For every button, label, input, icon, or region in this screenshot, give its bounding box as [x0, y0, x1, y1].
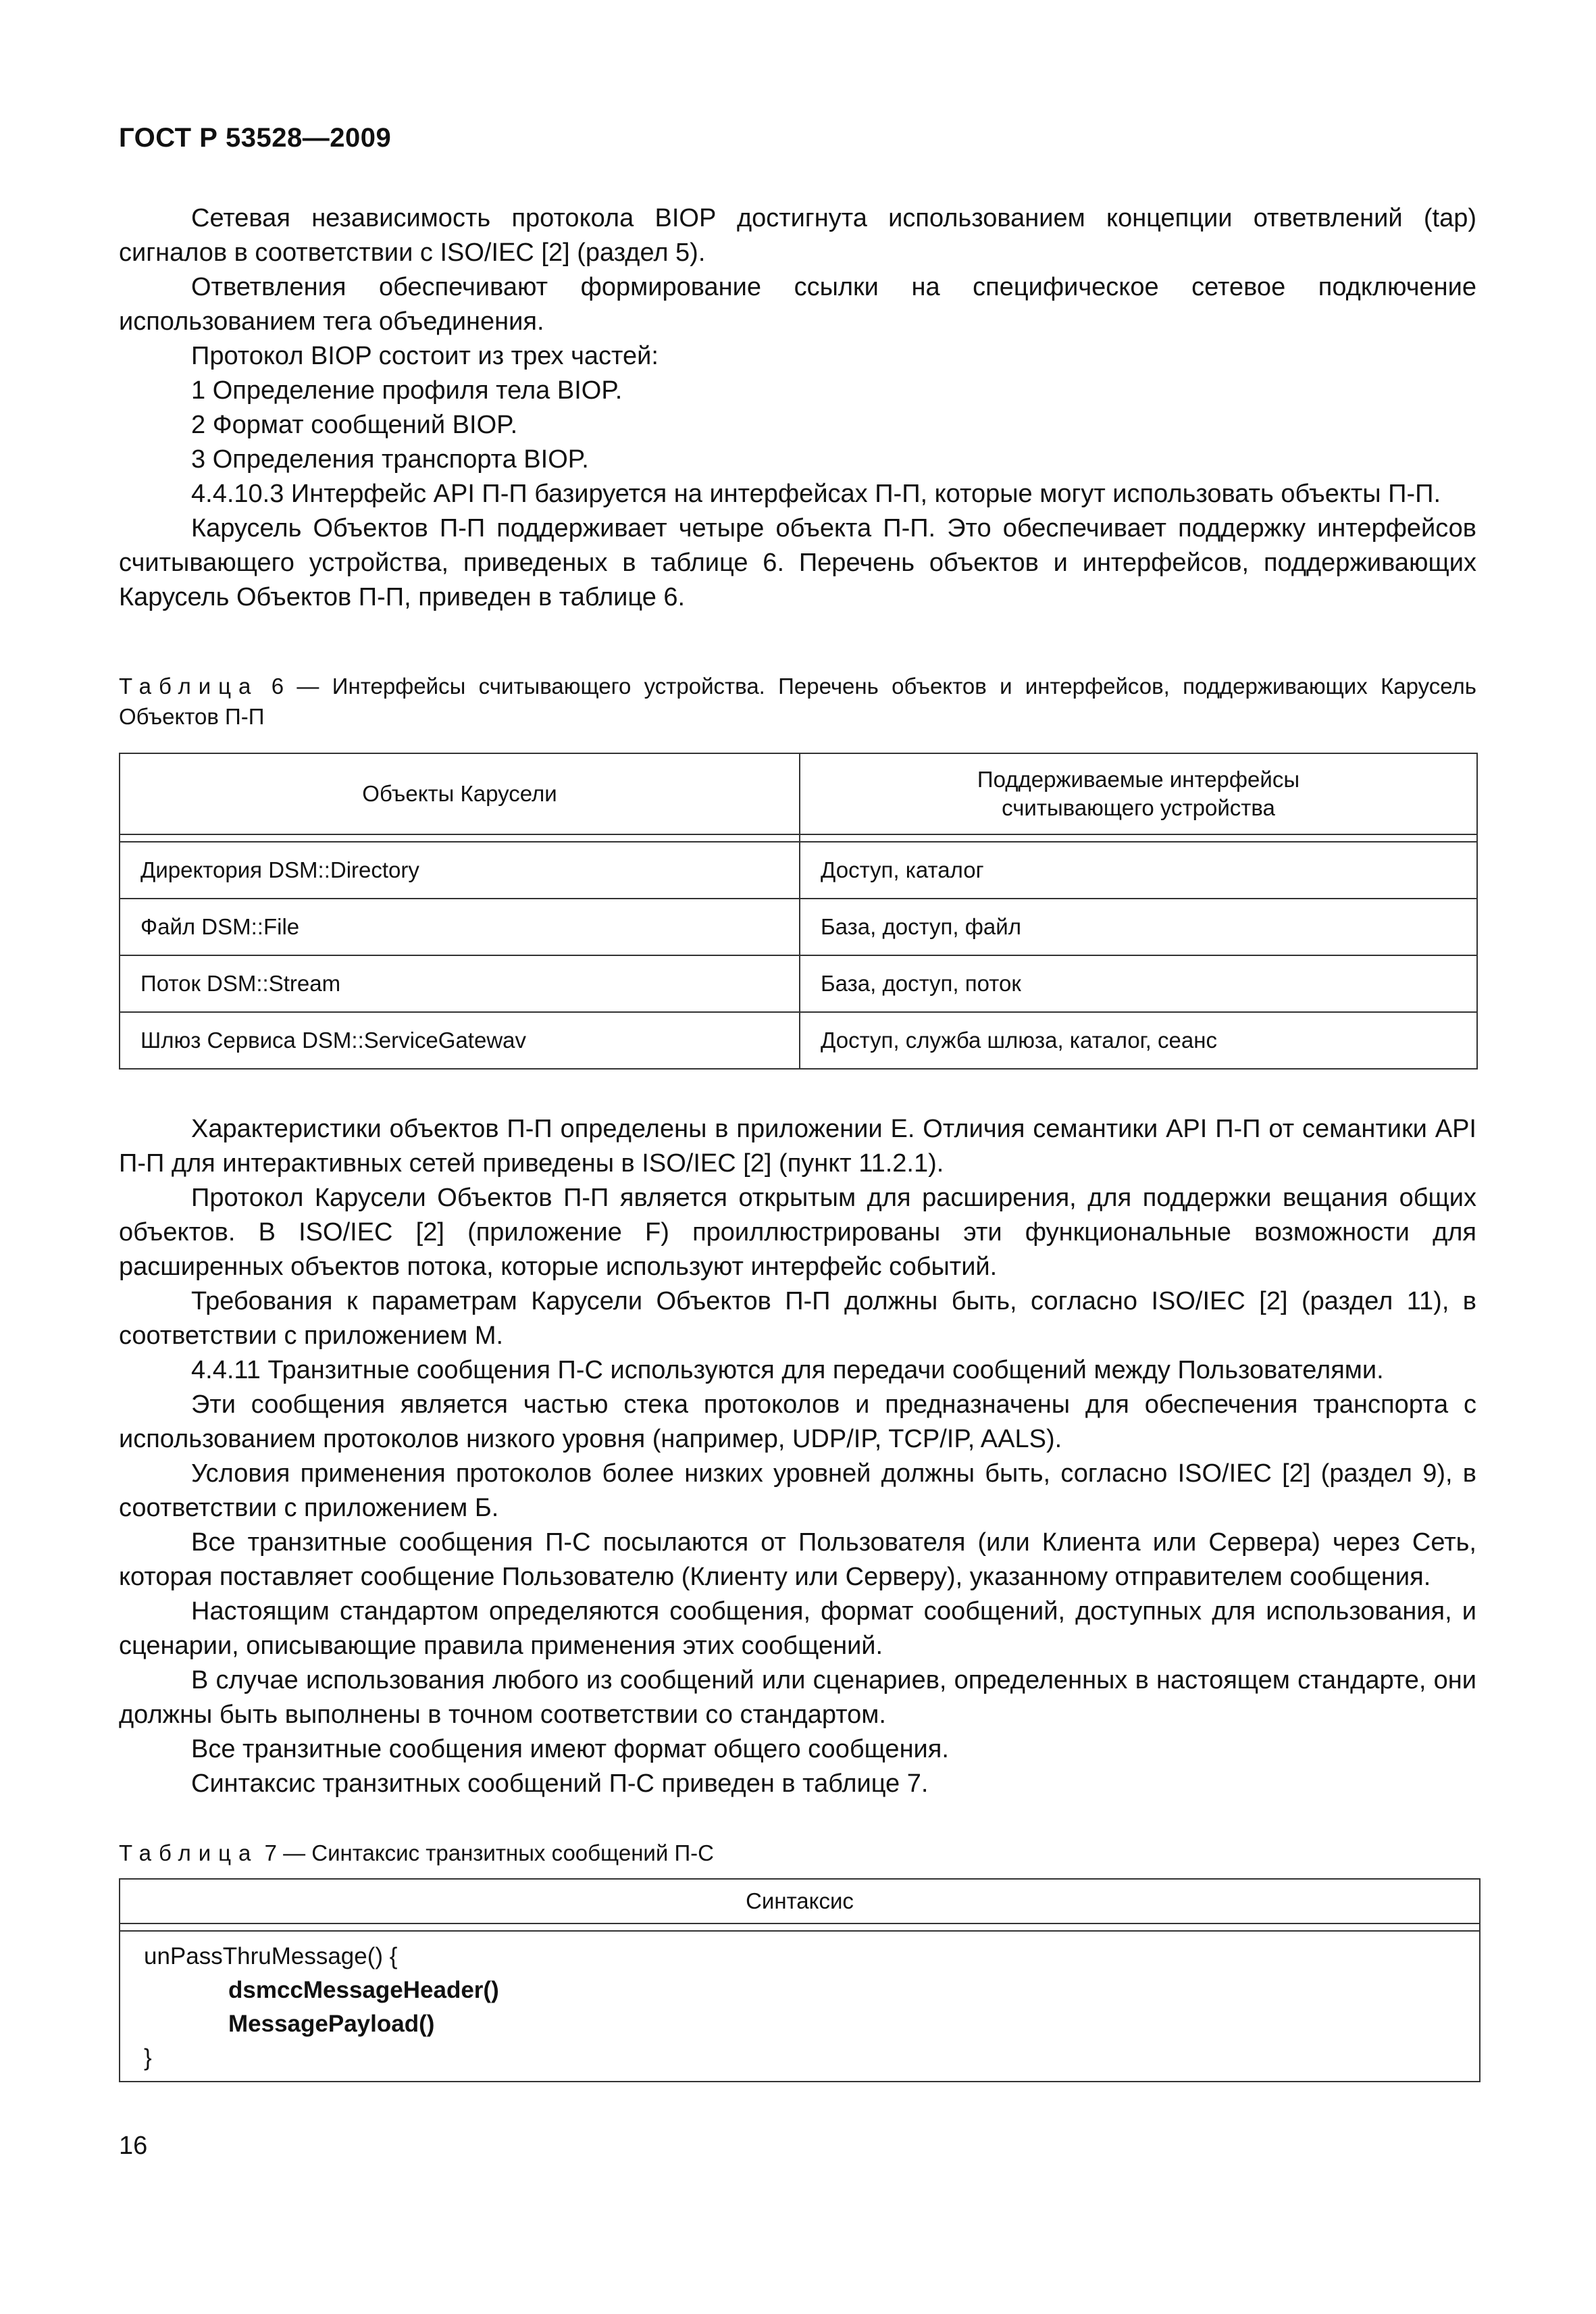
table-header-cell: Синтаксис — [120, 1880, 1479, 1924]
table-row — [120, 842, 1477, 899]
list-item: 3 Определения транспорта BIOP. — [191, 445, 589, 474]
table-6 — [119, 753, 1478, 1070]
table-cell: Шлюз Сервиса DSM::ServiceGatewav — [120, 1012, 800, 1069]
list-item: 1 Определение профиля тела BIOP. — [191, 376, 623, 405]
header-cell-text: Поддерживаемые интерфейсы считывающего устройства — [977, 767, 1300, 820]
paragraph: Эти сообщения является частью стека протоколов и предназначены для обеспечения транспорта с использованием протоколов низкого уровня (например, UDP/IP, TCP/IP, AALS). — [119, 1390, 1476, 1453]
paragraph: Протокол Карусели Объектов П-П является открытым для расширения, для поддержки вещания общих объектов. В ISO/IEC [2] (приложение F) проиллюстрированы эти функциональные возможности для расширенных объектов потока, которые используют интерфейс событий. — [119, 1184, 1476, 1281]
table-separator — [120, 834, 1477, 842]
paragraph: Настоящим стандартом определяются сообщения, формат сообщений, доступных для использования, и сценарии, описывающие правила применения этих сообщений. — [119, 1597, 1476, 1660]
table-cell: Директория DSM::Directory — [120, 842, 800, 899]
paragraph: Все транзитные сообщения имеют формат общего сообщения. — [191, 1735, 949, 1763]
table-row — [120, 1012, 1477, 1069]
table-caption-text: 7 — Синтаксис транзитных сообщений П-С — [264, 1840, 714, 1865]
paragraph: Условия применения протоколов более низких уровней должны быть, согласно ISO/IEC [2] (раздел 9), в соответствии с приложением Б. — [119, 1459, 1476, 1522]
table-caption-text: 6 — Интерфейсы считывающего устройства. Перечень объектов и интерфейсов, поддерживающих Карусель Объектов П-П — [119, 674, 1476, 729]
document-header: ГОСТ Р 53528—2009 — [119, 123, 392, 153]
table-cell: Доступ, каталог — [800, 842, 1477, 899]
table-row — [120, 955, 1477, 1012]
table-7-caption — [119, 1838, 1476, 1868]
code-line: MessagePayload() — [228, 2011, 435, 2037]
table-separator-cell — [120, 834, 800, 842]
paragraph: Ответвления обеспечивают формирование ссылки на специфическое сетевое подключение использованием тега объединения. — [119, 273, 1476, 336]
paragraph: Синтаксис транзитных сообщений П-С приведен в таблице 7. — [191, 1769, 929, 1798]
table-separator-cell — [800, 834, 1477, 842]
paragraph: Требования к параметрам Карусели Объектов П-П должны быть, согласно ISO/IEC [2] (раздел 11), в соответствии с приложением М. — [119, 1287, 1476, 1350]
code-line: dsmccMessageHeader() — [228, 1977, 499, 2003]
table-cell: База, доступ, поток — [800, 955, 1477, 1012]
syntax-code-block — [120, 1932, 1479, 2075]
table-caption-word: Таблица — [119, 1840, 259, 1865]
table-cell: База, доступ, файл — [800, 899, 1477, 955]
code-line: unPassThruMessage() { — [144, 1943, 398, 1969]
table-caption-word: Таблица — [119, 674, 259, 699]
table-header-cell: Объекты Карусели — [120, 753, 800, 834]
page-number: 16 — [119, 2132, 148, 2160]
table-separator — [120, 1924, 1479, 1932]
paragraph: В случае использования любого из сообщений или сценариев, определенных в настоящем стандарте, они должны быть выполнены в точном соответствии со стандартом. — [119, 1666, 1476, 1729]
paragraph: Характеристики объектов П-П определены в приложении Е. Отличия семантики API П-П от семантики API П-П для интерактивных сетей приведены в ISO/IEC [2] (пункт 11.2.1). — [119, 1115, 1476, 1178]
table-header-row — [120, 753, 1477, 834]
list-item: 2 Формат сообщений BIOP. — [191, 411, 518, 439]
paragraph: 4.4.11 Транзитные сообщения П-С используются для передачи сообщений между Пользователями. — [191, 1356, 1384, 1384]
body-text-block-1 — [119, 201, 1476, 615]
table-header-cell — [800, 753, 1477, 834]
paragraph: 4.4.10.3 Интерфейс API П-П базируется на интерфейсах П-П, которые могут использовать объекты П-П. — [191, 480, 1441, 508]
paragraph: Протокол BIOP состоит из трех частей: — [191, 342, 659, 370]
code-line: } — [144, 2044, 152, 2071]
table-6-caption — [119, 671, 1476, 732]
table-cell: Доступ, служба шлюза, каталог, сеанс — [800, 1012, 1477, 1069]
table-cell: Поток DSM::Stream — [120, 955, 800, 1012]
body-text-block-2 — [119, 1112, 1476, 1801]
table-row — [120, 899, 1477, 955]
table-7 — [119, 1878, 1481, 2082]
paragraph: Все транзитные сообщения П-С посылаются от Пользователя (или Клиента или Сервера) через Сеть, которая поставляет сообщение Пользователю (Клиенту или Серверу), указанному отправителем сообщения. — [119, 1528, 1476, 1591]
table-cell: Файл DSM::File — [120, 899, 800, 955]
paragraph: Карусель Объектов П-П поддерживает четыре объекта П-П. Это обеспечивает поддержку интерфейсов считывающего устройства, приведеных в таблице 6. Перечень объектов и интерфейсов, поддерживающих Карусель Объектов П-П, приведен в таблице 6. — [119, 514, 1476, 611]
paragraph: Сетевая независимость протокола BIOP достигнута использованием концепции ответвлений (tap) сигналов в соответствии с ISO/IEC [2] (раздел 5). — [119, 204, 1476, 267]
